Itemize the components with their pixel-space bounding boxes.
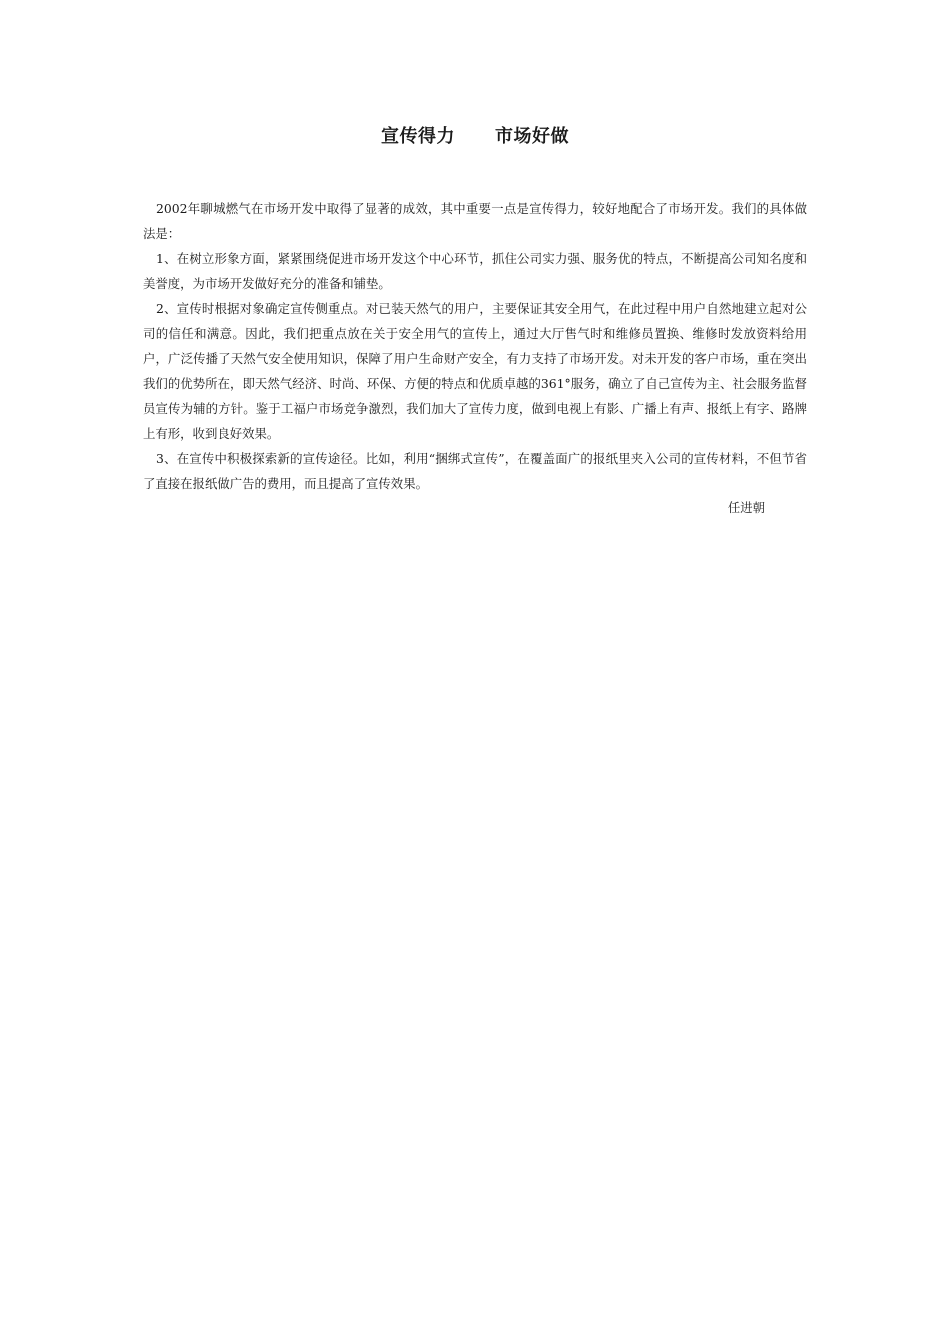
paragraph-point-1: 1、在树立形象方面，紧紧围绕促进市场开发这个中心环节，抓住公司实力强、服务优的特点，不断提高公司知名度和美誉度，为市场开发做好充分的准备和铺垫。: [143, 251, 807, 291]
author-signature: 任进朝: [727, 500, 765, 515]
title-part-2: 市场好做: [495, 126, 569, 147]
document-body: [143, 196, 807, 496]
document-title: [0, 124, 950, 150]
paragraph-point-3: 3、在宣传中积极探索新的宣传途径。比如，利用“捆绑式宣传”，在覆盖面广的报纸里夹入公司的宣传材料，不但节省了直接在报纸做广告的费用，而且提高了宣传效果。: [143, 451, 807, 491]
paragraph-intro: 2002年聊城燃气在市场开发中取得了显著的成效，其中重要一点是宣传得力，较好地配合了市场开发。我们的具体做法是：: [143, 201, 807, 241]
paragraph-point-2: 2、宣传时根据对象确定宣传侧重点。对已装天然气的用户，主要保证其安全用气，在此过程中用户自然地建立起对公司的信任和满意。因此，我们把重点放在关于安全用气的宣传上，通过大厅售气时和维修员置换、维修时发放资料给用户，广泛传播了天然气安全使用知识，保障了用户生命财产安全，有力支持了市场开发。对未开发的客户市场，重在突出我们的优势所在，即天然气经济、时尚、环保、方便的特点和优质卓越的361°服务，确立了自己宣传为主、社会服务监督员宣传为辅的方针。鉴于工福户市场竞争激烈，我们加大了宣传力度，做到电视上有影、广播上有声、报纸上有字、路牌上有形，收到良好效果。: [143, 301, 807, 441]
title-part-1: 宣传得力: [381, 126, 455, 147]
